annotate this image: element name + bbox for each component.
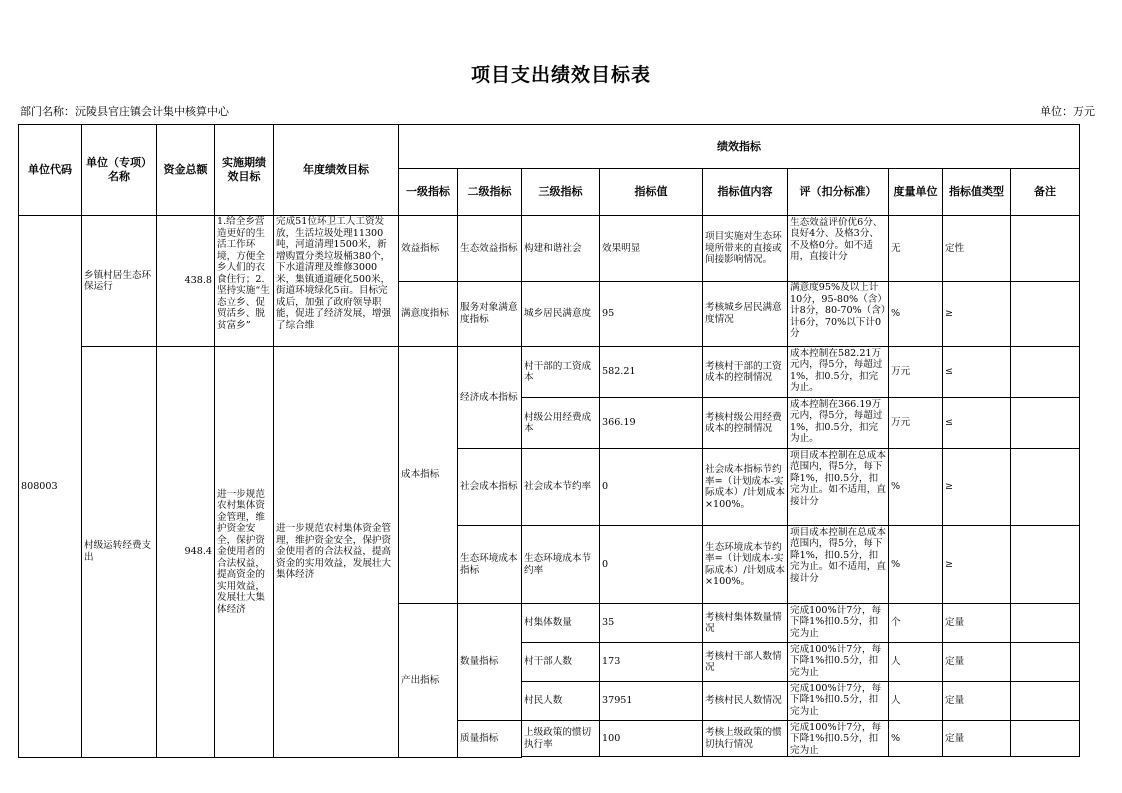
level2-cell: 服务对象满意度指标 (458, 281, 522, 347)
header-level3: 三级指标 (522, 169, 600, 216)
type-cell: ≥ (943, 449, 1011, 526)
header-perf-indicators: 绩效指标 (399, 125, 1080, 169)
level2-cell: 生态效益指标 (458, 216, 522, 282)
note-cell (1011, 604, 1080, 643)
level3-cell: 城乡居民满意度 (522, 281, 600, 347)
content-cell: 考核村干部人数情况 (703, 643, 788, 682)
value-cell: 95 (600, 281, 703, 347)
type-cell: 定量 (943, 643, 1011, 682)
header-unit-code: 单位代码 (19, 125, 82, 216)
level3-cell: 社会成本节约率 (522, 449, 600, 526)
header-unit-name: 单位（专项）名称 (82, 125, 157, 216)
scoring-cell: 完成100%计7分，每下降1%扣0.5分，扣完为止 (790, 643, 882, 678)
level2-eco: 生态环境成本指标 (458, 526, 522, 604)
type-cell: ≤ (943, 398, 1011, 449)
type-cell: 定量 (943, 721, 1011, 757)
level2-social: 社会成本指标 (458, 449, 522, 526)
level1-output: 产出指标 (399, 604, 458, 758)
level3-cell: 村级公用经费成本 (522, 398, 600, 449)
level3-cell: 上级政策的惯切执行率 (522, 721, 600, 757)
scoring-cell: 完成100%计7分，每下降1%扣0.5分，扣完为止 (790, 604, 882, 639)
content-cell: 项目实施对生态环境所带来的直接或间接影响情况。 (703, 216, 788, 282)
type-cell: ≥ (943, 281, 1011, 347)
value-cell: 37951 (600, 682, 703, 721)
scoring-cell: 项目成本控制在总成本范围内，得5分，每下降1%，扣0.5分，扣完为止。如不适用，直接计分 (790, 526, 886, 584)
level2-qty: 数量指标 (458, 604, 522, 721)
type-cell: 定量 (943, 604, 1011, 643)
note-cell (1011, 398, 1080, 449)
unit-cell: 万元 (889, 347, 943, 398)
level3-cell: 村干部的工资成本 (522, 347, 600, 398)
value-cell: 0 (600, 449, 703, 526)
header-scoring: 评（扣分标准） (788, 169, 889, 216)
project-name: 村级运转经费支出 (82, 347, 157, 758)
value-cell: 173 (600, 643, 703, 682)
page-title: 项目支出绩效目标表 (470, 64, 651, 86)
content-cell: 社会成本指标节约率=（计划成本-实际成本）/计划成本×100%。 (703, 449, 788, 526)
content-cell: 考核村民人数情况 (703, 682, 788, 721)
project-name: 乡镇村居生态环保运行 (82, 216, 157, 347)
type-cell: 定量 (943, 682, 1011, 721)
header-period-goal: 实施期绩效目标 (215, 125, 274, 216)
content-cell: 考核村集体数量情况 (703, 604, 788, 643)
content-cell: 考核上级政策的惯切执行情况 (703, 721, 788, 757)
unit-cell: 人 (889, 682, 943, 721)
content-cell: 考核城乡居民满意度情况 (703, 281, 788, 347)
level2-quality: 质量指标 (458, 721, 522, 758)
scoring-cell: 完成100%计7分，每下降1%扣0.5分，扣完为止 (790, 721, 882, 756)
scoring-cell: 成本控制在366.19万元内，得5分，每超过1%，扣0.5分，扣完为止。 (790, 398, 883, 444)
scoring-cell: 成本控制在582.21万元内，得5分，每超过1%，扣0.5分，扣完为止。 (790, 347, 883, 393)
content-cell: 考核村干部的工资成本的控制情况 (703, 347, 788, 398)
content-cell: 考核村级公用经费成本的控制情况 (703, 398, 788, 449)
level1-cell: 效益指标 (399, 216, 458, 282)
value-cell: 582.21 (600, 347, 703, 398)
type-cell: ≤ (943, 347, 1011, 398)
unit-cell: % (889, 449, 943, 526)
scoring-cell: 满意度95%及以上计10分，95-80%（含）计8分，80-70%（含）计6分，70%以下计0分 (790, 282, 886, 340)
note-cell (1011, 643, 1080, 682)
unit-cell: % (889, 721, 943, 757)
unit-cell: 个 (889, 604, 943, 643)
project-amount: 438.8 (157, 216, 215, 347)
header-note: 备注 (1011, 169, 1080, 216)
header-measure-unit: 度量单位 (889, 169, 943, 216)
scoring-cell: 项目成本控制在总成本范围内，得5分，每下降1%，扣0.5分，扣完为止。如不适用，直接计分 (790, 449, 886, 507)
value-cell: 366.19 (600, 398, 703, 449)
level2-econ: 经济成本指标 (458, 347, 522, 449)
unit-cell: % (889, 526, 943, 604)
note-cell (1011, 281, 1080, 347)
level1-cell: 满意度指标 (399, 281, 458, 347)
content-cell: 生态环境成本节约率=（计划成本-实际成本）/计划成本×100%。 (703, 526, 788, 604)
value-cell: 效果明显 (600, 216, 703, 282)
scoring-cell: 生态效益评价优6分、良好4分、及格3分、不及格0分。如不适用，直接计分 (790, 216, 883, 263)
table-row (19, 347, 1080, 398)
note-cell (1011, 721, 1080, 757)
type-cell: ≥ (943, 526, 1011, 604)
level3-cell: 构建和谐社会 (522, 216, 600, 282)
unit-cell: 人 (889, 643, 943, 682)
header-annual-goal: 年度绩效目标 (274, 125, 399, 216)
table-row (19, 216, 1080, 282)
level1-cost: 成本指标 (399, 347, 458, 604)
note-cell (1011, 216, 1080, 282)
value-cell: 100 (600, 721, 703, 757)
level3-cell: 生态环境成本节约率 (522, 526, 600, 604)
header-total-funds: 资金总额 (157, 125, 215, 216)
period-goal-text: 1.给全乡营造更好的生活工作环境，方便全乡人们的衣食住行；2.坚持实施“生态立乡、促贸活乡、脱贫富乡” (217, 216, 270, 331)
header-content: 指标值内容 (703, 169, 788, 216)
header-level1: 一级指标 (399, 169, 458, 216)
scoring-cell: 完成100%计7分，每下降1%扣0.5分，扣完为止 (790, 682, 882, 717)
level3-cell: 村干部人数 (522, 643, 600, 682)
header-level2: 二级指标 (458, 169, 522, 216)
level3-cell: 村集体数量 (522, 604, 600, 643)
performance-table (18, 124, 1080, 758)
header-value: 指标值 (600, 169, 703, 216)
type-cell: 定性 (943, 216, 1011, 282)
unit-cell: % (889, 281, 943, 347)
period-goal-text: 进一步规范农村集体资金管理，维护资金安全，保护资金使用者的合法权益，提高资金的实用效益，发展壮大集体经济 (215, 347, 274, 758)
value-cell: 35 (600, 604, 703, 643)
department-label: 部门名称：沅陵县官庄镇会计集中核算中心 (20, 105, 229, 118)
note-cell (1011, 449, 1080, 526)
note-cell (1011, 682, 1080, 721)
annual-goal-text: 完成51位环卫工人工资发放，生活垃圾处理11300吨，河道清理1500米，新增购置分类垃圾桶380个，下水道清理及维修3000米，集镇通道硬化500米，街道环境绿化5亩。目标完成后，加强了政府领导职能，促进了经济发展，增强了综合维 (276, 216, 392, 331)
note-cell (1011, 526, 1080, 604)
value-cell: 0 (600, 526, 703, 604)
project-amount: 948.4 (157, 347, 215, 758)
level3-cell: 村民人数 (522, 682, 600, 721)
annual-goal-text: 进一步规范农村集体资金管理，维护资金安全，保护资金使用者的合法权益，提高资金的实用效益，发展壮大集体经济 (274, 347, 399, 758)
unit-cell: 万元 (889, 398, 943, 449)
header-value-type: 指标值类型 (943, 169, 1011, 216)
unit-code-cell: 808003 (19, 216, 82, 758)
unit-cell: 无 (889, 216, 943, 282)
unit-label: 单位：万元 (1040, 105, 1095, 118)
note-cell (1011, 347, 1080, 398)
